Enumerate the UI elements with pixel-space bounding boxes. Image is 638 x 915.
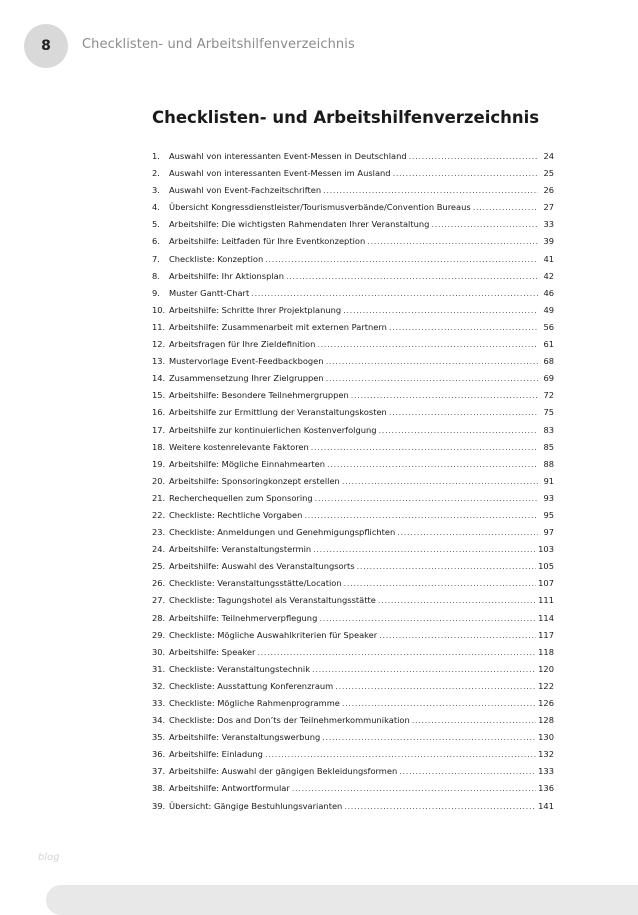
toc-entry[interactable]: [152, 712, 554, 729]
toc-entry[interactable]: [152, 695, 554, 712]
toc-entry-title: Arbeitshilfe: Ihr Aktionsplan: [169, 270, 285, 281]
toc-entry[interactable]: [152, 182, 554, 199]
toc-entry-page: 41: [543, 253, 554, 264]
toc-entry[interactable]: [152, 422, 554, 439]
toc-leader-dots: [342, 473, 538, 490]
toc-leader-dots: [335, 678, 536, 695]
toc-entry[interactable]: [152, 780, 554, 797]
toc-entry-page: 107: [538, 578, 554, 589]
toc-entry-number: 2.: [152, 168, 160, 179]
toc-entry[interactable]: [152, 268, 554, 285]
toc-entry[interactable]: [152, 524, 554, 541]
toc-entry-page: 126: [538, 698, 554, 708]
toc-entry-page: 132: [538, 749, 554, 760]
toc-entry-number: 24.: [152, 544, 166, 555]
toc-entry-title: Checkliste: Rechtliche Vorgaben: [169, 509, 303, 520]
toc-entry-title: Arbeitshilfe: Auswahl des Veranstaltungsorts: [169, 561, 355, 572]
toc-entry-number: 25.: [152, 561, 166, 572]
toc-entry-number: 6.: [152, 236, 160, 247]
toc-entry[interactable]: [152, 370, 554, 387]
toc-entry-title: Arbeitshilfe zur kontinuierlichen Kostenverfolgung: [169, 424, 377, 435]
toc-entry-title: Checkliste: Veranstaltungsstätte/Location: [169, 578, 342, 589]
toc-entry-number: 19.: [152, 458, 166, 469]
toc-entry-page: 27: [543, 202, 554, 213]
watermark: blog: [38, 852, 60, 863]
toc-entry-page: 42: [543, 270, 554, 281]
toc-entry-number: 15.: [152, 390, 166, 401]
toc-entry[interactable]: [152, 746, 554, 763]
toc-entry-page: 85: [543, 441, 554, 452]
toc-leader-dots: [286, 268, 538, 285]
toc-entry[interactable]: [152, 336, 554, 353]
toc-entry-page: 25: [543, 168, 554, 179]
toc-entry-number: 32.: [152, 680, 166, 691]
toc-list: [152, 148, 554, 815]
toc-entry[interactable]: [152, 644, 554, 661]
toc-entry-title: Auswahl von Event-Fachzeitschriften: [169, 185, 322, 196]
toc-entry-page: 136: [538, 783, 554, 794]
toc-entry-page: 105: [538, 561, 554, 572]
toc-entry[interactable]: [152, 251, 554, 268]
page-number-badge: [24, 24, 68, 68]
toc-entry-title: Übersicht: Gängige Bestuhlungsvarianten: [169, 800, 343, 811]
toc-entry-page: 133: [538, 766, 554, 777]
toc-entry-page: 141: [538, 800, 554, 811]
toc-entry-title: Arbeitshilfe: Veranstaltungstermin: [169, 544, 312, 555]
toc-entry[interactable]: [152, 473, 554, 490]
toc-leader-dots: [399, 763, 536, 780]
toc-leader-dots: [344, 798, 536, 815]
toc-entry-title: Checkliste: Tagungshotel als Veranstaltungsstätte: [169, 595, 376, 606]
toc-entry-number: 31.: [152, 663, 166, 674]
toc-entry-title: Checkliste: Anmeldungen und Genehmigungspflichten: [169, 527, 396, 538]
toc-entry[interactable]: [152, 404, 554, 421]
toc-entry-number: 9.: [152, 287, 160, 298]
toc-entry-page: 72: [543, 390, 554, 401]
toc-entry[interactable]: [152, 353, 554, 370]
toc-entry-page: 122: [538, 680, 554, 691]
toc-entry-page: 75: [543, 407, 554, 418]
toc-entry-title: Muster Gantt-Chart: [169, 287, 250, 298]
toc-entry-page: 69: [543, 373, 554, 384]
toc-entry-number: 26.: [152, 578, 166, 589]
toc-entry-number: 12.: [152, 339, 166, 350]
toc-entry-title: Weitere kostenrelevante Faktoren: [169, 441, 309, 452]
toc-entry-page: 91: [543, 475, 554, 486]
toc-entry-page: 39: [543, 236, 554, 247]
toc-entry-title: Checkliste: Veranstaltungstechnik: [169, 663, 311, 674]
toc-entry-title: Arbeitsfragen für Ihre Zieldefinition: [169, 339, 316, 350]
toc-entry[interactable]: [152, 456, 554, 473]
toc-leader-dots: [322, 729, 536, 746]
toc-entry[interactable]: [152, 678, 554, 695]
toc-entry-title: Auswahl von interessanten Event-Messen im Ausland: [169, 168, 391, 179]
toc-leader-dots: [313, 541, 536, 558]
toc-leader-dots: [343, 302, 538, 319]
toc-entry[interactable]: [152, 507, 554, 524]
toc-entry[interactable]: [152, 592, 554, 609]
toc-entry-number: 27.: [152, 595, 166, 606]
toc-entry[interactable]: [152, 165, 554, 182]
toc-leader-dots: [389, 404, 538, 421]
toc-entry[interactable]: [152, 216, 554, 233]
toc-leader-dots: [393, 165, 538, 182]
toc-entry-number: 38.: [152, 783, 166, 794]
toc-entry-number: 11.: [152, 321, 166, 332]
toc-entry-title: Recherchequellen zum Sponsoring: [169, 492, 313, 503]
toc-entry-title: Arbeitshilfe: Einladung: [169, 749, 263, 760]
toc-leader-dots: [344, 575, 537, 592]
toc-leader-dots: [379, 422, 538, 439]
toc-entry-title: Arbeitshilfe: Antwortformular: [169, 783, 290, 794]
toc-entry-title: Mustervorlage Event-Feedbackbogen: [169, 356, 324, 367]
toc-leader-dots: [326, 370, 538, 387]
toc-entry-title: Arbeitshilfe: Zusammenarbeit mit externen Partnern: [169, 321, 387, 332]
toc-leader-dots: [326, 353, 538, 370]
toc-entry-number: 17.: [152, 424, 166, 435]
page-number: 8: [41, 38, 51, 54]
toc-entry-number: 22.: [152, 509, 166, 520]
toc-entry-number: 34.: [152, 715, 166, 726]
toc-leader-dots: [311, 439, 538, 456]
toc-entry[interactable]: [152, 490, 554, 507]
toc-leader-dots: [265, 251, 538, 268]
toc-entry[interactable]: [152, 233, 554, 250]
toc-entry[interactable]: [152, 729, 554, 746]
toc-entry-title: Arbeitshilfe: Sponsoringkonzept erstellen: [169, 475, 340, 486]
toc-entry-number: 7.: [152, 253, 160, 264]
toc-leader-dots: [319, 610, 536, 627]
footer-bar: [46, 885, 638, 915]
toc-leader-dots: [292, 780, 536, 797]
toc-entry-number: 21.: [152, 492, 166, 503]
toc-entry-title: Arbeitshilfe: Mögliche Einnahmearten: [169, 458, 326, 469]
toc-leader-dots: [473, 199, 538, 216]
toc-entry-number: 23.: [152, 527, 166, 538]
toc-entry-page: 33: [543, 219, 554, 230]
toc-entry-page: 97: [543, 527, 554, 538]
toc-entry-number: 39.: [152, 800, 166, 811]
toc-entry-title: Arbeitshilfe zur Ermittlung der Veranstaltungskosten: [169, 407, 387, 418]
toc-entry-title: Arbeitshilfe: Veranstaltungswerbung: [169, 732, 321, 743]
toc-entry-number: 20.: [152, 475, 166, 486]
toc-leader-dots: [351, 387, 538, 404]
toc-entry-page: 88: [543, 458, 554, 469]
toc-entry[interactable]: [152, 199, 554, 216]
running-header: Checklisten- und Arbeitshilfenverzeichnis: [82, 37, 355, 52]
toc-entry[interactable]: [152, 661, 554, 678]
toc-entry-number: 3.: [152, 185, 160, 196]
toc-entry-page: 118: [538, 646, 554, 657]
toc-entry-title: Arbeitshilfe: Die wichtigsten Rahmendaten Ihrer Veranstaltung: [169, 219, 430, 230]
toc-entry-number: 4.: [152, 202, 160, 213]
toc-entry-number: 18.: [152, 441, 166, 452]
toc-leader-dots: [342, 695, 536, 712]
toc-entry-number: 14.: [152, 373, 166, 384]
toc-entry-page: 83: [543, 424, 554, 435]
toc-entry[interactable]: [152, 148, 554, 165]
toc-entry-page: 24: [543, 151, 554, 161]
toc-entry-number: 36.: [152, 749, 166, 760]
toc-entry-page: 130: [538, 732, 554, 743]
toc-entry-title: Arbeitshilfe: Auswahl der gängigen Bekleidungsformen: [169, 766, 398, 777]
toc-entry-number: 30.: [152, 646, 166, 657]
toc-entry-title: Checkliste: Ausstattung Konferenzraum: [169, 680, 334, 691]
toc-leader-dots: [397, 524, 538, 541]
toc-entry-title: Arbeitshilfe: Teilnehmerverpflegung: [169, 612, 318, 623]
toc-entry-number: 8.: [152, 270, 160, 281]
toc-entry[interactable]: [152, 627, 554, 644]
toc-leader-dots: [315, 490, 538, 507]
toc-entry-page: 95: [543, 509, 554, 520]
toc-entry-title: Arbeitshilfe: Speaker: [169, 646, 256, 657]
toc-leader-dots: [304, 507, 538, 524]
toc-entry-number: 28.: [152, 612, 166, 623]
toc-entry-page: 117: [538, 629, 554, 640]
toc-entry[interactable]: [152, 763, 554, 780]
toc-leader-dots: [251, 285, 538, 302]
toc-entry[interactable]: [152, 798, 554, 815]
toc-leader-dots: [312, 661, 536, 678]
toc-entry-page: 120: [538, 663, 554, 674]
toc-entry-number: 35.: [152, 732, 166, 743]
toc-leader-dots: [357, 558, 537, 575]
toc-entry-page: 56: [543, 321, 554, 332]
toc-entry-title: Checkliste: Konzeption: [169, 253, 264, 264]
toc-entry-page: 103: [538, 544, 554, 555]
toc-leader-dots: [412, 712, 536, 729]
toc-entry[interactable]: [152, 541, 554, 558]
toc-leader-dots: [367, 233, 538, 250]
toc-entry-title: Checkliste: Mögliche Rahmenprogramme: [169, 698, 340, 708]
toc-entry[interactable]: [152, 285, 554, 302]
toc-entry-title: Auswahl von interessanten Event-Messen in Deutschland: [169, 151, 407, 161]
toc-entry-title: Arbeitshilfe: Schritte Ihrer Projektplanung: [169, 304, 342, 315]
toc-entry[interactable]: [152, 610, 554, 627]
toc-entry-page: 49: [543, 304, 554, 315]
toc-leader-dots: [327, 456, 538, 473]
toc-leader-dots: [379, 627, 536, 644]
toc-leader-dots: [389, 319, 538, 336]
toc-entry-page: 26: [543, 185, 554, 196]
toc-entry-title: Arbeitshilfe: Leitfaden für Ihre Eventkonzeption: [169, 236, 366, 247]
toc-entry-title: Übersicht Kongressdienstleister/Tourismusverbände/Convention Bureaus: [169, 202, 471, 213]
toc-entry-number: 13.: [152, 356, 166, 367]
toc-entry-title: Checkliste: Mögliche Auswahlkriterien für Speaker: [169, 629, 378, 640]
toc-leader-dots: [409, 148, 538, 165]
toc-entry-title: Arbeitshilfe: Besondere Teilnehmergruppen: [169, 390, 349, 401]
toc-entry-page: 93: [543, 492, 554, 503]
toc-entry[interactable]: [152, 558, 554, 575]
toc-leader-dots: [378, 592, 536, 609]
toc-entry-page: 68: [543, 356, 554, 367]
toc-entry-number: 5.: [152, 219, 160, 230]
toc-leader-dots: [323, 182, 538, 199]
toc-entry[interactable]: [152, 575, 554, 592]
toc-entry-number: 37.: [152, 766, 166, 777]
toc-entry[interactable]: [152, 302, 554, 319]
toc-entry-number: 10.: [152, 304, 166, 315]
toc-entry-number: 33.: [152, 698, 166, 708]
toc-entry-number: 1.: [152, 151, 160, 161]
toc-entry-page: 128: [538, 715, 554, 726]
toc-entry-title: Checkliste: Dos and Don’ts der Teilnehmerkommunikation: [169, 715, 410, 726]
toc-entry-title: Zusammensetzung Ihrer Zielgruppen: [169, 373, 324, 384]
page-title: Checklisten- und Arbeitshilfenverzeichnis: [152, 108, 540, 127]
toc-entry-page: 111: [538, 595, 554, 606]
toc-leader-dots: [257, 644, 536, 661]
toc-entry[interactable]: [152, 319, 554, 336]
toc-entry[interactable]: [152, 439, 554, 456]
toc-entry-page: 61: [543, 339, 554, 350]
toc-entry-number: 16.: [152, 407, 166, 418]
toc-entry-page: 46: [543, 287, 554, 298]
toc-entry-page: 114: [538, 612, 554, 623]
toc-leader-dots: [265, 746, 536, 763]
toc-leader-dots: [431, 216, 538, 233]
toc-leader-dots: [317, 336, 538, 353]
toc-entry-number: 29.: [152, 629, 166, 640]
toc-entry[interactable]: [152, 387, 554, 404]
